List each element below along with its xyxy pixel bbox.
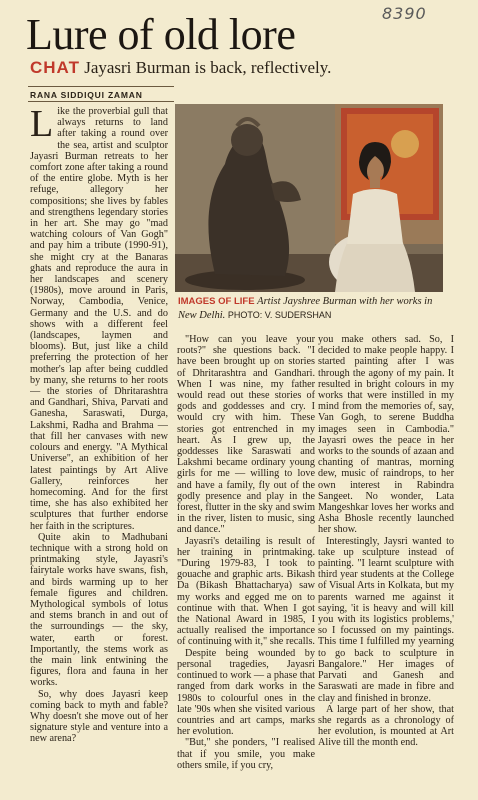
paragraph: Quite akin to Madhubani technique with a strong hold on printmaking style, Jayasri's fairytale works have swans, fish, and birds warming up to her female figures and children. Mythological symbols of lotus and stems branch in and out of the surroundings — the sky, water, earth or forest. Importantly, the stems work as the main link entwining the figures, flora and fauna in her works.: [30, 531, 168, 689]
paragraph: Despite being wounded by personal tragedies, Jayasri continued to work — a phase that ranged from dark works in the 1980s to colourful ones in the late '90s when she visited various countries and art camps, marks her evolution.: [177, 647, 315, 738]
byline: RANA SIDDIQUI ZAMAN: [30, 90, 143, 100]
paragraph: So, why does Jayasri keep coming back to myth and fable? Why doesn't she move out of her signature style and venture into a new arena?: [30, 688, 168, 745]
paragraph: Jayasri's detailing is result of her training in printmaking. "During 1979-83, I took to gouache and graphic arts. Bikash Da (Bikash Bhattacharya) saw my works and egged me on to continue with that. When I got the National Award in 1985, I actually realised the importance of continuing with it," she recalls.: [177, 535, 315, 648]
headline: Lure of old lore: [26, 10, 296, 59]
paragraph: you make others sad. So, I decided to make people happy. I started painting after I was through the agony of my pain. It resulted in bright colours in my works that were instilled in my mind from the memories of, say, Van Gogh, to serene Buddha images seen in Cambodia." Jayasri owes the peace in her works to the sounds of azaan and chanting of mantras, morning dew, music of raindrops, to her own interest in Rabindra Sangeet. No wonder, Lata Mangeshkar loves her works and Asha Bhosle recently launched her show.: [318, 334, 454, 536]
paragraph: A large part of her show, that she regards as a chronology of her evolution, is mounted at Art Alive till the month end.: [318, 703, 454, 749]
kicker: [30, 58, 331, 78]
paragraph: Interestingly, Jaysri wanted to take up sculpture instead of painting. "I learnt sculpture with third year students at the College of Visual Arts in Kolkata, but my parents warned me against it saying, 'it is heavy and will kill you with its logistics problems,' so I focussed on my paintings. This time I fulfilled my yearning to go back to sculpture in Bangalore." Her images of Parvati and Ganesh and Saraswati are made in fibre and clay and finished in bronze.: [318, 535, 454, 704]
photo-credit: PHOTO: V. SUDERSHAN: [227, 309, 332, 320]
byline-rule-top: [28, 86, 174, 87]
article-photo: [175, 104, 443, 292]
paragraph: [30, 106, 168, 532]
caption-text: Artist Jayshree Burman with her works in New Delhi.: [178, 296, 433, 321]
kicker-tag: CHAT: [30, 58, 80, 77]
caption-title: IMAGES OF LIFE: [178, 296, 255, 307]
paragraph: "But," she ponders, "I realised that if you smile, you make others smile, if you cry,: [177, 737, 315, 771]
photo-caption: [178, 296, 448, 322]
byline-rule-bottom: [28, 101, 174, 102]
article-column-3: [318, 334, 454, 796]
kicker-text: Jayasri Burman is back, reflectively.: [84, 58, 332, 77]
handwritten-number: 8390: [382, 4, 427, 23]
paragraph: "How can you leave your roots?" she questions back. "I have been brought up on stories of Dhritarashtra and Gandhari. When I was nine, my father would read out these stories of gods and goddesses and cry. I would cry with him. These stories got entrenched in my heart. As I grew up, the goddesses like Saraswati and Lakshmi became ordinary young girls for me — willing to love and have a family, fly out of the godly presence and play in the forest, flutter in the sky and swim in the river, listen to music, sing and dance.": [177, 334, 315, 536]
article-column-1: [30, 106, 168, 796]
article-column-2: [177, 334, 315, 796]
photo-artist-with-sculpture: [175, 104, 443, 292]
drop-cap: L: [30, 106, 54, 145]
paragraph-text: ike the proverbial gull that always returns to land after taking a round over the sea, artist and sculptor Jayasri Burman retreats to her comfort zone after taking a round of the entire globe. Myth is her refuge, allegory her compositions; she lives by fables and strengthens legendary stories in her art. She may go "mad watching colours of Van Gogh" and pay him a tribute (1990-91), she might cry at the Banaras ghats and reproduce the aura in her landscapes and scenery (1980s), move around in Paris, Norway, Cambodia, Venice, Germany and the U.S. and do shows with a different feel (landscapes, laymen and blooms). But, just like a child preferring the protection of her mother's lap after being cuddled by many, she returns to her roots — the stories of Dhritarashtra and Gandhari, Shiva, Parvati and Ganesha, Saraswati, Durga, Lakshmi, Radha and Brahma — that fill her canvases with new colours and energy. "A Mythical Universe", an exhibition of her latest paintings by Art Alive Gallery, reinforces her homecoming. And for the first time, she has also exhibited her sculptures that further endorse her faith in the scriptures.: [30, 106, 168, 532]
